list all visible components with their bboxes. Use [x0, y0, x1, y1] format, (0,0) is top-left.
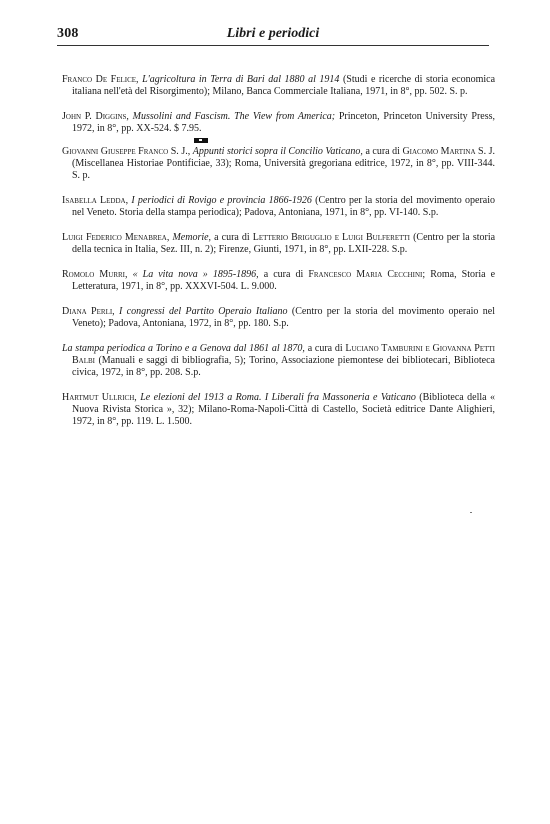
entry-editor: Francesco Maria Cecchini;: [308, 269, 426, 280]
entry-author: Giovanni Giuseppe Franco S. J.,: [62, 146, 191, 157]
running-title: Libri e periodici: [226, 26, 320, 41]
entry-details: Princeton, Princeton University Press, 1972, in 8°, pp. XX-524. $ 7.95.: [72, 111, 496, 134]
entry-details: (Centro per la storia del movimento operaio nel Veneto); Padova, Antoniana, 1972, in 8°, pp. 180. S.p.: [72, 306, 495, 329]
entry-details: (Miscellanea Historiae Pontificiae, 33); Roma, Università gregoriana editrice, 1972, in 8°, pp. VIII-344. S. p.: [72, 158, 495, 181]
entry-author: Diana Perli,: [62, 306, 115, 317]
entry-details: (Studi e ricerche di storia economica italiana nell'età del Risorgimento); Milano, Banca Commerciale Italiana, 1971, in 8°, pp. 502. S. p.: [72, 74, 496, 97]
entry-details: Roma, Storia e Letteratura, 1971, in 8°, pp. XXXVI-504. L. 9.000.: [72, 269, 496, 292]
entry-details-prefix: a cura di: [214, 232, 250, 243]
entry-title: La stampa periodica a Torino e a Genova dal 1861 al 1870,: [62, 343, 305, 354]
entry-editor: Luciano Tamburini e Giovanna Petti Balbi: [72, 343, 495, 366]
entry-details-prefix: a cura di: [263, 269, 304, 280]
bibliography-entry: [62, 343, 495, 379]
entry-title: Le elezioni del 1913 a Roma. I Liberali fra Massoneria e Vaticano: [140, 392, 416, 403]
entry-author: Franco De Felice,: [62, 74, 139, 85]
bibliography-entry: [62, 306, 495, 330]
entry-details: (Biblioteca della « Nuova Rivista Storica », 32); Milano-Roma-Napoli-Città di Castello, Società editrice Dante Alighieri, 1972, in 8°, pp. 119. L. 1.500.: [72, 392, 495, 427]
bibliography-entry: [62, 392, 495, 428]
entry-title: Memorie,: [172, 232, 212, 243]
entry-details-prefix: a cura di: [307, 343, 343, 354]
header-rule: [57, 45, 489, 46]
scan-dust-mark: [470, 512, 472, 513]
entry-details: (Centro per la storia del movimento operaio nel Veneto. Storia della stampa periodica); Padova, Antoniana, 1971, in 8°, pp. VI-140. S.p.: [72, 195, 496, 218]
entry-details: (Centro per la storia della tecnica in Italia, Sez. III, n. 2); Firenze, Giunti, 1971, in 8°, pp. LXII-228. S.p.: [72, 232, 496, 255]
bibliography-list: [62, 64, 495, 441]
entry-title: L'agricoltura in Terra di Bari dal 1880 al 1914: [142, 74, 340, 85]
entry-title: « La vita nova » 1895-1896,: [132, 269, 259, 280]
entry-title: I congressi del Partito Operaio Italiano: [119, 306, 288, 317]
page-header: [57, 26, 489, 46]
bibliography-entry: [62, 269, 495, 293]
entry-author: Luigi Federico Menabrea,: [62, 232, 170, 243]
entry-details: (Manuali e saggi di bibliografia, 5); Torino, Associazione piemontese dei bibliotecari, Biblioteca civica, 1972, in 8°, pp. 208. S.p.: [72, 355, 495, 378]
bibliography-entry: [62, 111, 495, 135]
entry-title: I periodici di Rovigo e provincia 1866-1926: [131, 195, 312, 206]
entry-title: Appunti storici sopra il Concilio Vaticano,: [192, 146, 363, 157]
page-number: 308: [57, 26, 79, 41]
entry-author: Romolo Murri,: [62, 269, 128, 280]
entry-author: John P. Diggins,: [62, 111, 129, 122]
entry-author: Isabella Ledda,: [62, 195, 129, 206]
entry-editor: Letterio Briguglio e Luigi Bulferetti: [252, 232, 410, 243]
entry-editor: Giacomo Martina S. J.: [402, 146, 496, 157]
entry-details-prefix: a cura di: [365, 146, 400, 157]
entry-author: Hartmut Ullrich,: [62, 392, 137, 403]
bibliography-entry: [62, 74, 495, 98]
bibliography-entry: [62, 146, 495, 182]
bibliography-entry: [62, 195, 495, 219]
entry-title: Mussolini and Fascism. The View from America;: [132, 111, 336, 122]
bibliography-entry: [62, 232, 495, 256]
